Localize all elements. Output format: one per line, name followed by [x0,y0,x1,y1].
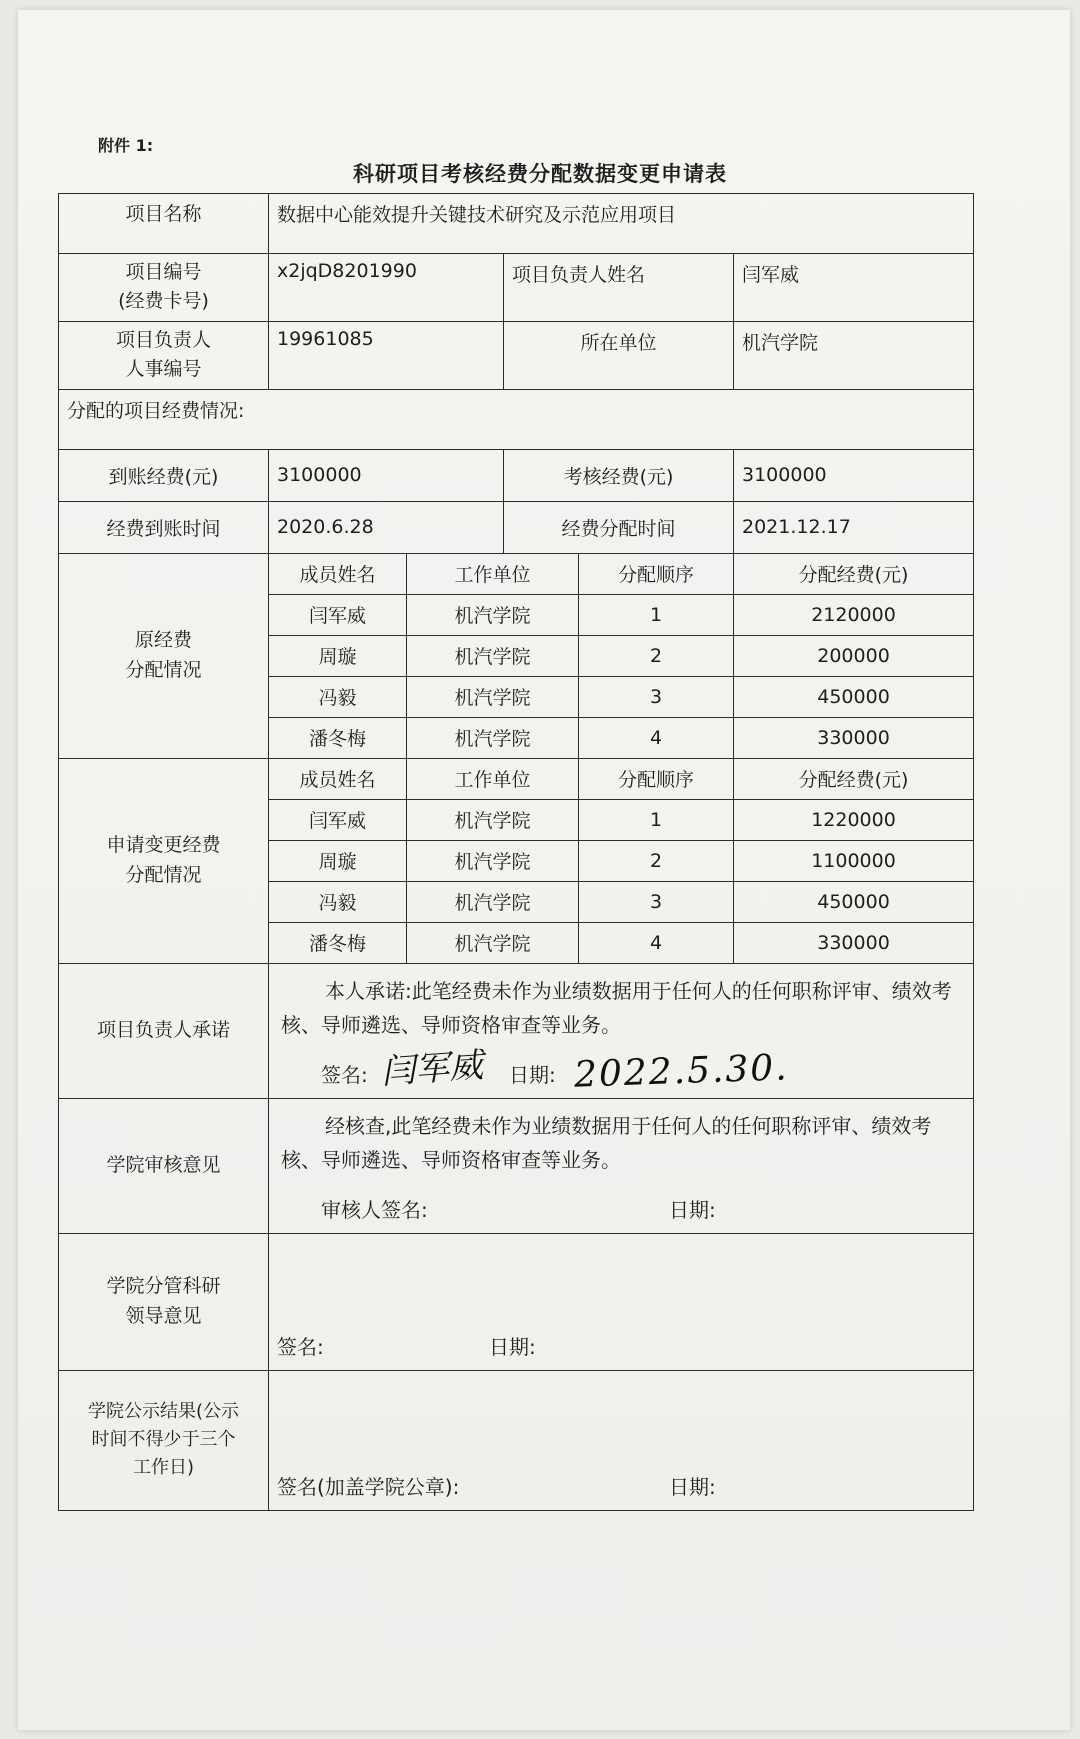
received-funds-value: 3100000 [269,449,504,501]
received-funds-label: 到账经费(元) [59,449,269,501]
received-time-label: 经费到账时间 [59,501,269,553]
member-amount: 1100000 [734,840,974,881]
unit-label: 所在单位 [504,321,734,389]
project-number-label: 项目编号 (经费卡号) [59,254,269,322]
form-title: 科研项目考核经费分配数据变更申请表 [353,162,727,186]
project-number-value: x2jqD8201990 [269,254,504,322]
member-unit: 机汽学院 [407,922,579,963]
college-review-cell [269,1098,974,1233]
member-name: 潘冬梅 [269,717,407,758]
project-name-label: 项目名称 [59,194,269,254]
appendix-label: 附件 1: [98,136,154,155]
promise-date-label: 日期: [509,1062,556,1087]
member-unit: 机汽学院 [407,717,579,758]
allocation-time-label: 经费分配时间 [504,501,734,553]
header-amount: 分配经费(元) [734,553,974,594]
member-unit: 机汽学院 [407,635,579,676]
received-time-value: 2020.6.28 [269,501,504,553]
member-order: 4 [579,922,734,963]
header-order: 分配顺序 [579,758,734,799]
assessed-funds-label: 考核经费(元) [504,449,734,501]
member-order: 3 [579,676,734,717]
college-review-label: 学院审核意见 [59,1098,269,1233]
changed-allocation-label: 申请变更经费 分配情况 [59,758,269,963]
member-name: 冯毅 [269,676,407,717]
leader-promise-cell [269,963,974,1098]
assessed-funds-value: 3100000 [734,449,974,501]
leader-review-cell [269,1233,974,1370]
project-name-value: 数据中心能效提升关键技术研究及示范应用项目 [269,194,974,254]
member-name: 周璇 [269,635,407,676]
member-name: 闫军威 [269,799,407,840]
review-date-label: 日期: [669,1197,716,1222]
publicity-result-label: 学院公示结果(公示 时间不得少于三个 工作日) [59,1370,269,1510]
header-work-unit: 工作单位 [407,758,579,799]
member-name: 闫军威 [269,594,407,635]
original-allocation-label: 原经费 分配情况 [59,553,269,758]
header-work-unit: 工作单位 [407,553,579,594]
member-amount: 1220000 [734,799,974,840]
leader-name-label: 项目负责人姓名 [504,254,734,322]
allocation-time-value: 2021.12.17 [734,501,974,553]
publicity-date-label: 日期: [669,1474,716,1499]
leader-review-sign-label: 签名: [277,1334,324,1359]
header-amount: 分配经费(元) [734,758,974,799]
header-member-name: 成员姓名 [269,553,407,594]
header-order: 分配顺序 [579,553,734,594]
publicity-sign-label: 签名(加盖学院公章): [277,1474,460,1499]
member-name: 潘冬梅 [269,922,407,963]
leader-id-label: 项目负责人 人事编号 [59,321,269,389]
promise-date-value: 2022.5.30. [573,1047,790,1096]
leader-review-date-label: 日期: [489,1334,536,1359]
member-unit: 机汽学院 [407,799,579,840]
member-order: 1 [579,594,734,635]
member-amount: 200000 [734,635,974,676]
member-order: 3 [579,881,734,922]
member-order: 4 [579,717,734,758]
promise-sign-label: 签名: [321,1062,368,1087]
leader-id-value: 19961085 [269,321,504,389]
member-name: 周璇 [269,840,407,881]
member-amount: 330000 [734,922,974,963]
leader-name-value: 闫军威 [734,254,974,322]
member-amount: 330000 [734,717,974,758]
leader-promise-label: 项目负责人承诺 [59,963,269,1098]
member-unit: 机汽学院 [407,881,579,922]
publicity-result-cell [269,1370,974,1510]
member-order: 1 [579,799,734,840]
leader-review-label: 学院分管科研 领导意见 [59,1233,269,1370]
member-order: 2 [579,635,734,676]
application-form-table [58,193,974,1511]
member-unit: 机汽学院 [407,594,579,635]
unit-value: 机汽学院 [734,321,974,389]
leader-signature: 闫军威 [379,1045,485,1093]
reviewer-sign-label: 审核人签名: [321,1197,428,1222]
member-unit: 机汽学院 [407,840,579,881]
member-order: 2 [579,840,734,881]
college-review-text: 经核查,此笔经费未作为业绩数据用于任何人的任何职称评审、绩效考核、导师遴选、导师资格审查等业务。 [281,1113,932,1172]
allocation-section-label: 分配的项目经费情况: [59,389,974,449]
member-amount: 2120000 [734,594,974,635]
member-unit: 机汽学院 [407,676,579,717]
member-amount: 450000 [734,881,974,922]
promise-text: 本人承诺:此笔经费未作为业绩数据用于任何人的任何职称评审、绩效考核、导师遴选、导师资格审查等业务。 [281,978,952,1037]
member-amount: 450000 [734,676,974,717]
member-name: 冯毅 [269,881,407,922]
header-member-name: 成员姓名 [269,758,407,799]
